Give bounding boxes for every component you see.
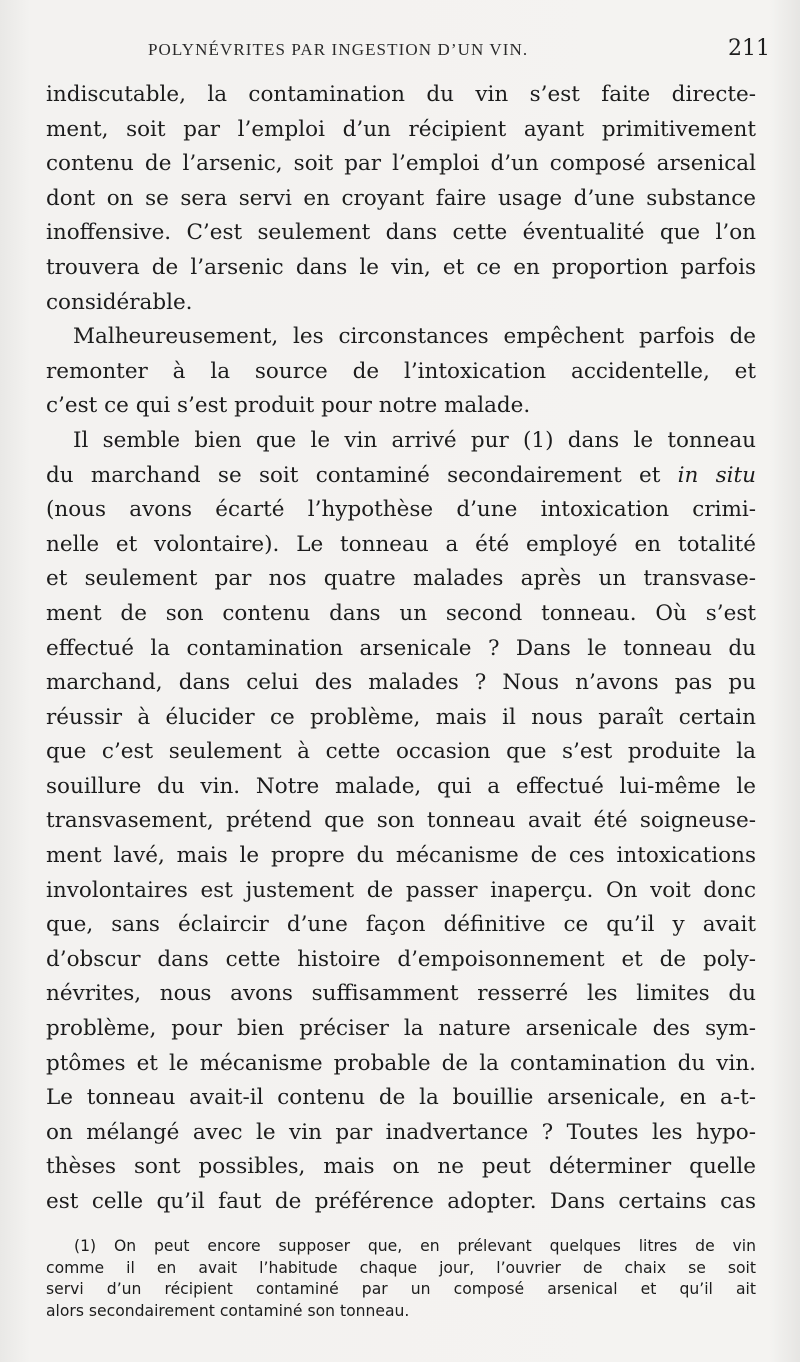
running-head: POLYNÉVRITES PAR INGESTION D’UN VIN. bbox=[148, 40, 529, 59]
text-line: que, sans éclaircir d’une façon définitive ce qu’il y avait bbox=[46, 912, 756, 938]
footnote bbox=[46, 1236, 756, 1323]
text-line: ptômes et le mécanisme probable de la contamination du vin. bbox=[46, 1050, 756, 1076]
text-line: Le tonneau avait-il contenu de la bouillie arsenicale, en a-t- bbox=[46, 1085, 756, 1111]
text-line: trouvera de l’arsenic dans le vin, et ce en proportion parfois bbox=[46, 254, 756, 280]
text-line: du marchand se soit contaminé secondairement et in situ bbox=[46, 462, 756, 488]
text-line: problème, pour bien préciser la nature arsenicale des sym- bbox=[46, 1016, 756, 1042]
text-line: d’obscur dans cette histoire d’empoisonnement et de poly- bbox=[46, 946, 756, 972]
text-line: ment, soit par l’emploi d’un récipient ayant primitivement bbox=[46, 116, 756, 142]
text-line: remonter à la source de l’intoxication accidentelle, et bbox=[46, 358, 756, 384]
text-line: souillure du vin. Notre malade, qui a effectué lui-même le bbox=[46, 773, 756, 799]
text-line: Malheureusement, les circonstances empêchent parfois de bbox=[73, 324, 756, 350]
page-number: 211 bbox=[728, 36, 770, 61]
text-line: Il semble bien que le vin arrivé pur (1) dans le tonneau bbox=[73, 427, 756, 453]
text-line: contenu de l’arsenic, soit par l’emploi d’un composé arsenical bbox=[46, 151, 756, 177]
text-line: thèses sont possibles, mais on ne peut déterminer quelle bbox=[46, 1154, 756, 1180]
text-line: est celle qu’il faut de préférence adopter. Dans certains cas bbox=[46, 1189, 756, 1214]
text-line: inoffensive. C’est seulement dans cette éventualité que l’on bbox=[46, 220, 756, 246]
text-line: ment de son contenu dans un second tonneau. Où s’est bbox=[46, 600, 756, 626]
text-line: marchand, dans celui des malades ? Nous n’avons pas pu bbox=[46, 670, 756, 696]
page-header bbox=[148, 36, 770, 66]
footnote-line: comme il en avait l’habitude chaque jour, l’ouvrier de chaix se soit bbox=[46, 1258, 756, 1277]
text-line: indiscutable, la contamination du vin s’est faite directe- bbox=[46, 82, 756, 107]
text-line: dont on se sera servi en croyant faire usage d’une substance bbox=[46, 185, 756, 211]
text-line: réussir à élucider ce problème, mais il nous paraît certain bbox=[46, 704, 756, 730]
text-line: on mélangé avec le vin par inadvertance ? Toutes les hypo- bbox=[46, 1119, 756, 1145]
italic-term: in situ bbox=[677, 462, 756, 488]
text-line: névrites, nous avons suffisamment resserré les limites du bbox=[46, 981, 756, 1007]
text-line: transvasement, prétend que son tonneau avait été soigneuse- bbox=[46, 808, 756, 834]
footnote-line: alors secondairement contaminé son tonneau. bbox=[46, 1302, 410, 1321]
footnote-line: (1) On peut encore supposer que, en prélevant quelques litres de vin bbox=[74, 1237, 756, 1255]
text-line: que c’est seulement à cette occasion que s’est produite la bbox=[46, 739, 756, 765]
text-line: ment lavé, mais le propre du mécanisme de ces intoxications bbox=[46, 843, 756, 869]
footnote-line: servi d’un récipient contaminé par un composé arsenical et qu’il ait bbox=[46, 1280, 756, 1299]
text-line: (nous avons écarté l’hypothèse d’une intoxication crimi- bbox=[46, 497, 756, 523]
text-line: involontaires est justement de passer inaperçu. On voit donc bbox=[46, 877, 756, 903]
text-line: et seulement par nos quatre malades après un transvase- bbox=[46, 566, 756, 592]
text-line: effectué la contamination arsenicale ? Dans le tonneau du bbox=[46, 635, 756, 661]
text-line: considérable. bbox=[46, 289, 193, 315]
text-line: c’est ce qui s’est produit pour notre malade. bbox=[46, 393, 531, 419]
body-text bbox=[46, 78, 756, 1220]
text-line: nelle et volontaire). Le tonneau a été employé en totalité bbox=[46, 531, 756, 557]
